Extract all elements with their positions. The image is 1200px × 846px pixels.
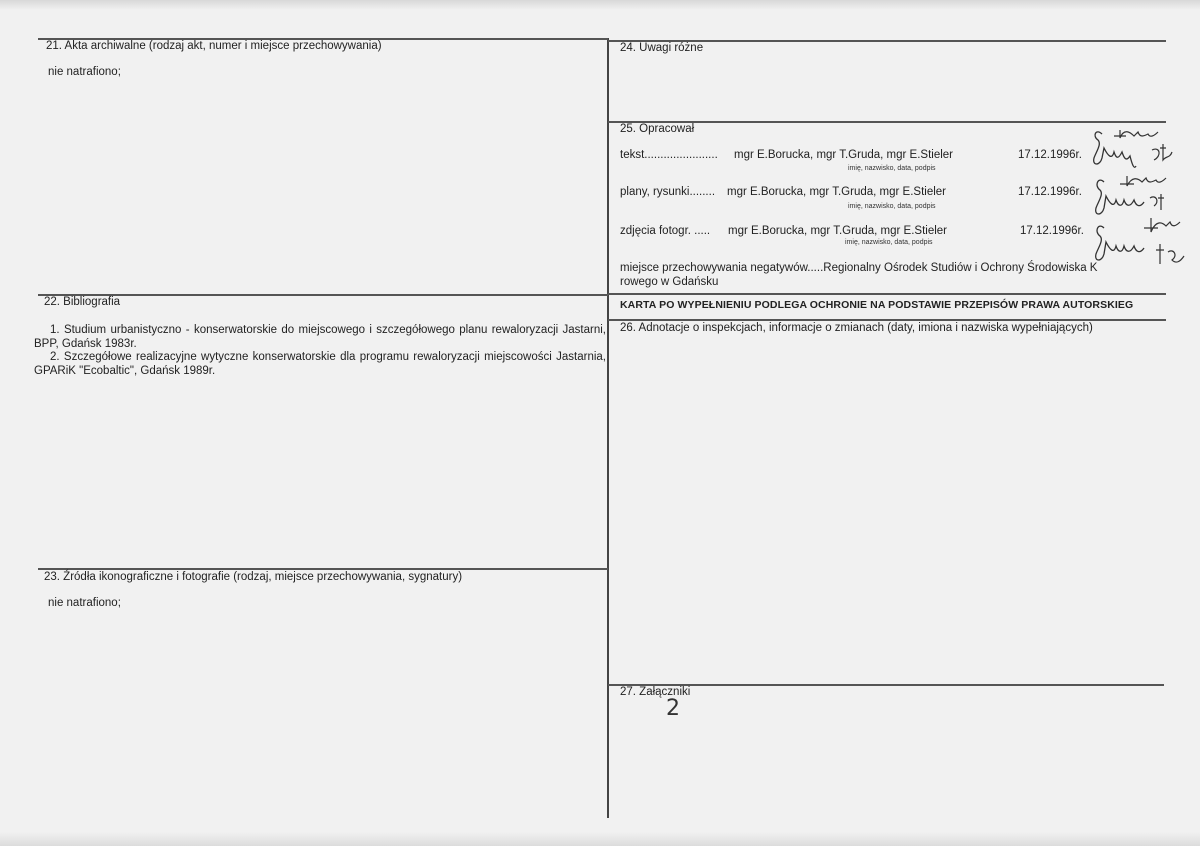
author-row-label: zdjęcia fotogr. .....	[620, 225, 711, 237]
bibliography-list	[34, 324, 606, 378]
signature-row-1	[1090, 126, 1188, 176]
author-row-date: 17.12.1996r.	[1020, 225, 1084, 237]
column-divider	[607, 38, 609, 818]
author-row-names: mgr E.Borucka, mgr T.Gruda, mgr E.Stieler	[728, 225, 947, 237]
author-row-label: tekst.......................	[620, 149, 718, 161]
author-row-caption: imię, nazwisko, data, podpis	[848, 165, 936, 172]
rule-copyright-top	[608, 293, 1166, 295]
rule-27	[608, 684, 1164, 686]
section-27-title: 27. Załączniki	[620, 686, 691, 698]
author-row-date: 17.12.1996r.	[1018, 186, 1082, 198]
signature-row-3	[1094, 214, 1190, 276]
negatives-location-cont: rowego w Gdańsku	[620, 276, 719, 288]
author-row-label: plany, rysunki........	[620, 186, 716, 198]
section-21-title: 21. Akta archiwalne (rodzaj akt, numer i miejsce przechowywania)	[46, 40, 382, 52]
section-24-title: 24. Uwagi różne	[620, 42, 704, 54]
section-23-content: nie natrafiono;	[48, 597, 121, 609]
scan-edge-top	[0, 0, 1200, 10]
scan-edge-bottom	[0, 832, 1200, 846]
negatives-location: miejsce przechowywania negatywów.....Regionalny Ośrodek Studiów i Ochrony Środowiska K	[620, 262, 1098, 274]
bibliography-item: 1. Studium urbanistyczno - konserwatorskie do miejscowego i szczegółowego planu rewaloryzacji Jastarni, BPP, Gdańsk 1983r.	[34, 324, 606, 350]
rule-22	[38, 294, 608, 296]
author-row-caption: imię, nazwisko, data, podpis	[845, 239, 933, 246]
author-row-date: 17.12.1996r.	[1018, 149, 1082, 161]
author-row-caption: imię, nazwisko, data, podpis	[848, 203, 936, 210]
author-row-names: mgr E.Borucka, mgr T.Gruda, mgr E.Stieler	[734, 149, 953, 161]
author-row-names: mgr E.Borucka, mgr T.Gruda, mgr E.Stieler	[727, 186, 946, 198]
attachments-count: 2	[666, 696, 680, 721]
section-26-title: 26. Adnotacje o inspekcjach, informacje o zmianach (daty, imiona i nazwiska wypełniających)	[620, 322, 1093, 334]
section-21-content: nie natrafiono;	[48, 66, 121, 78]
section-25-title: 25. Opracował	[620, 123, 695, 135]
bibliography-item: 2. Szczegółowe realizacyjne wytyczne konserwatorskie dla programu rewaloryzacji miejscowości Jastarnia, GPARiK "Ecobaltic", Gdańsk 1989r.	[34, 351, 606, 377]
rule-23	[38, 568, 608, 570]
section-23-title: 23. Źródła ikonograficzne i fotografie (rodzaj, miejsce przechowywania, sygnatury)	[44, 571, 463, 583]
copyright-notice: KARTA PO WYPEŁNIENIU PODLEGA OCHRONIE NA PODSTAWIE PRZEPISÓW PRAWA AUTORSKIEG	[620, 299, 1134, 311]
section-22-title: 22. Bibliografia	[44, 296, 121, 308]
rule-26	[608, 319, 1166, 321]
